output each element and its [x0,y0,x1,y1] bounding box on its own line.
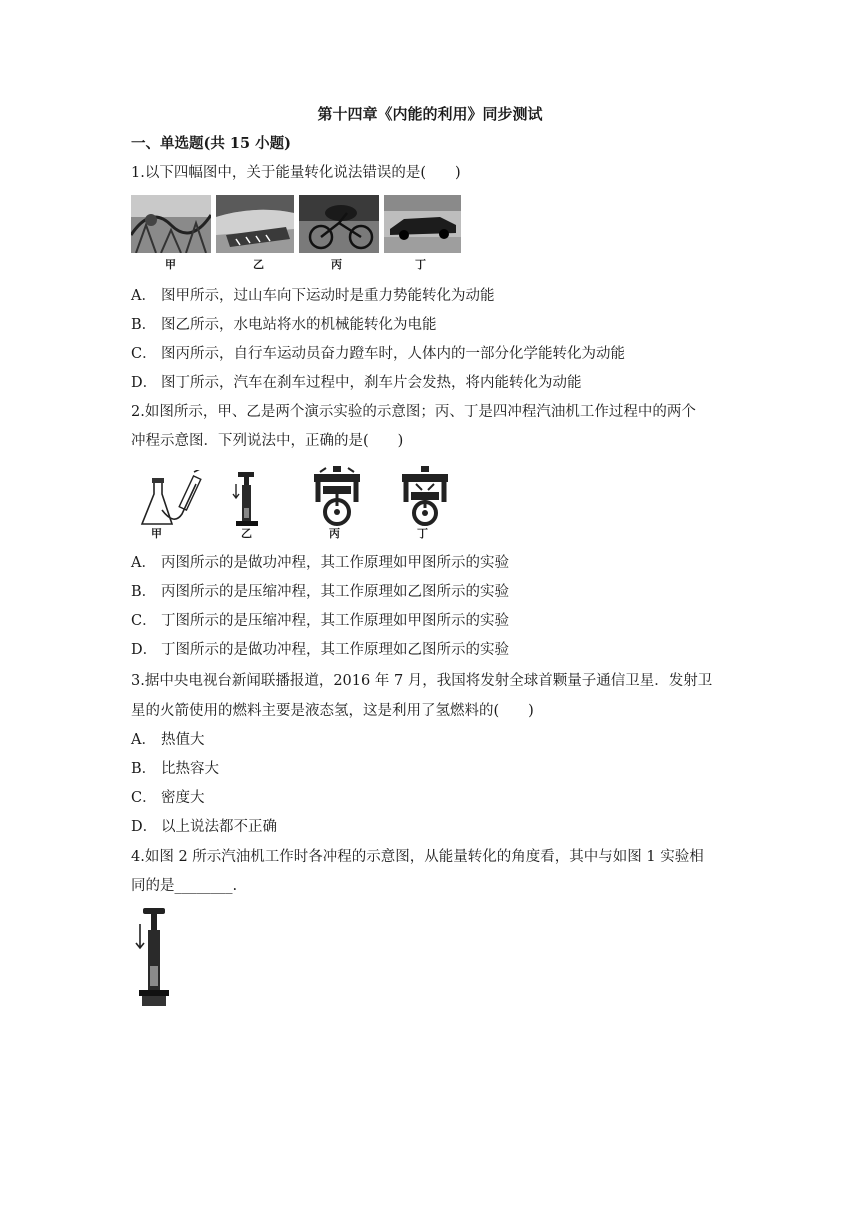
option-label: D． [131,819,158,835]
q2-option-b [131,582,509,602]
option-text: 丙图所示的是压缩冲程，其工作原理如乙图所示的实验 [161,584,509,600]
option-label: A． [131,732,156,748]
q1-caption-ding: 丁 [415,258,426,271]
option-text: 热值大 [161,732,205,748]
option-label: D． [131,642,158,658]
q3-stem-line2: 星的火箭使用的燃料主要是液态氢，这是利用了氢燃料的( ) [131,703,534,719]
q3-option-a [131,730,205,750]
q2-caption-jia: 甲 [151,527,162,540]
q3-option-c [131,788,205,808]
option-label: A． [131,555,156,571]
option-text: 图甲所示，过山车向下运动时是重力势能转化为动能 [161,288,495,304]
q2-option-a [131,553,509,573]
q1-caption-yi: 乙 [253,258,264,271]
option-text: 图丙所示，自行车运动员奋力蹬车时，人体内的一部分化学能转化为动能 [161,346,625,362]
q2-option-d [131,640,509,660]
q3-option-d [131,817,277,837]
option-label: C． [131,613,157,629]
q2-stem-line2: 冲程示意图．下列说法中，正确的是( ) [131,433,404,449]
page-title: 第十四章《内能的利用》同步测试 [317,105,543,123]
option-text: 丁图所示的是做功冲程，其工作原理如乙图所示的实验 [161,642,509,658]
q2-option-c [131,611,509,631]
q2-caption-yi: 乙 [241,527,252,540]
section-heading: 一、单选题(共 15 小题) [131,135,291,152]
q2-stem-line1: 2.如图所示，甲、乙是两个演示实验的示意图；丙、丁是四冲程汽油机工作过程中的两个 [131,404,696,420]
q4-stem-line1: 4.如图 2 所示汽油机工作时各冲程的示意图，从能量转化的角度看，其中与如图 1 实验相 [131,849,704,865]
option-text: 丙图所示的是做功冲程，其工作原理如甲图所示的实验 [161,555,509,571]
option-label: B． [131,317,157,333]
q1-caption-bing: 丙 [331,258,342,271]
option-text: 图乙所示，水电站将水的机械能转化为电能 [161,317,437,333]
option-text: 图丁所示，汽车在刹车过程中，刹车片会发热，将内能转化为动能 [161,375,582,391]
option-text: 比热容大 [161,761,219,777]
option-label: D． [131,375,158,391]
q2-caption-ding: 丁 [417,527,428,540]
option-text: 以上说法都不正确 [161,819,277,835]
q3-stem-line1: 3.据中央电视台新闻联播报道，2016 年 7 月，我国将发射全球首颗量子通信卫星．发射卫 [131,673,713,689]
option-text: 密度大 [161,790,205,806]
q1-photo-roller-coaster [131,195,211,253]
q3-option-b [131,759,219,779]
q1-option-a [131,286,495,306]
option-label: B． [131,584,157,600]
q1-option-c [131,344,625,364]
q1-photo-race-car [384,195,461,253]
option-text: 丁图所示的是压缩冲程，其工作原理如甲图所示的实验 [161,613,509,629]
q1-option-b [131,315,437,335]
q1-caption-jia: 甲 [165,258,176,271]
q1-stem: 1.以下四幅图中，关于能量转化说法错误的是( ) [131,165,461,181]
option-label: C． [131,346,157,362]
q4-diagram-fire-syringe [134,906,174,1014]
option-label: B． [131,761,157,777]
q4-stem-line2: 同的是________. [131,878,238,894]
q1-option-d [131,373,582,393]
q1-photo-hydropower [216,195,294,253]
option-label: C． [131,790,157,806]
q2-diagram-engine-bing [312,466,362,532]
option-label: A． [131,288,156,304]
q2-caption-bing: 丙 [329,527,340,540]
q2-diagram-engine-ding [400,466,450,532]
q1-photo-cyclist [299,195,379,253]
